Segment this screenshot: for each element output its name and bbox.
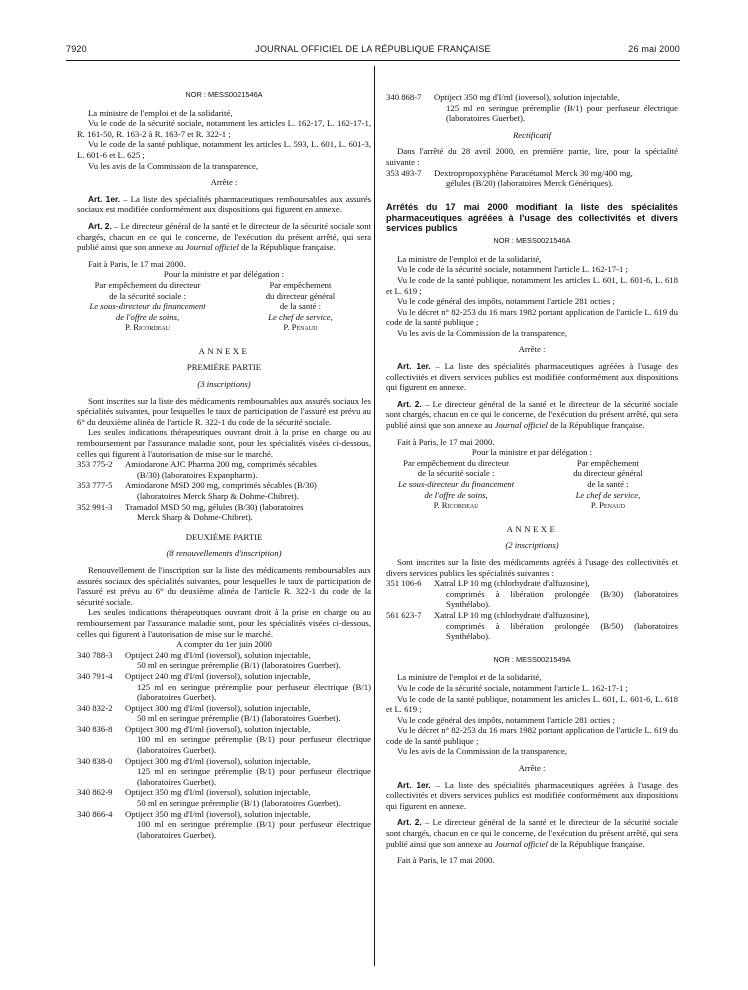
sig-line: de l'offre de soins,	[115, 311, 180, 322]
sig-line: Par empêchement du directeur	[94, 279, 201, 290]
sig-line: Le sous-directeur du financement	[397, 479, 515, 490]
article-label: Art. 1er.	[397, 779, 431, 790]
sig-line: Par empêchement	[576, 457, 639, 468]
article-text: – Le directeur général de la santé et le directeur de la sécurité sociale sont chargés, chacun en ce qui le concerne, de l'exécution du présent arrêté, qui sera publié ainsi que son annexe au	[77, 220, 371, 253]
product-code: 340 832-2	[77, 702, 113, 713]
intro-line: La ministre de l'emploi et de la solidarité,	[88, 107, 233, 118]
article-text: de la République française.	[238, 242, 336, 253]
intro-line: Vu le code de la santé publique, notamment les articles L. 601, L. 601-6, L. 618 et L. 619 ;	[386, 274, 678, 296]
intro-line: Vu le décret n° 82-253 du 16 mars 1982 portant application de l'article L. 619 du code de la santé publique ;	[386, 306, 678, 328]
signature-block	[386, 458, 678, 511]
part-heading: PREMIÈRE PARTIE	[186, 362, 262, 373]
list-item	[77, 650, 371, 671]
part-heading: DEUXIÈME PARTIE	[185, 531, 263, 542]
desc-line: gélules (B/20) (laboratoires Merck Génériques).	[446, 178, 614, 189]
product-code: 352 991-3	[77, 501, 113, 512]
desc-line: comprimés à libération prolongée (B/50) (laboratoires Synthélabo).	[446, 620, 678, 642]
list-item	[77, 671, 371, 703]
product-desc	[123, 809, 371, 841]
article-2	[386, 817, 678, 849]
column-divider	[374, 66, 375, 966]
article-text: – Le directeur général de la santé et le directeur de la sécurité sociale sont chargés, chacun en ce qui le concerne, de l'exécution du présent arrêté, qui sera publié ainsi que son annexe au	[386, 817, 678, 849]
sig-line: de la sécurité sociale :	[109, 290, 186, 301]
product-code: 351 106-6	[386, 578, 422, 589]
product-code: 340 788-3	[77, 649, 113, 660]
desc-line: Optiject 350 mg d'I/ml (ioversol), solution injectable,	[434, 92, 620, 102]
product-desc	[123, 724, 371, 756]
signatory-name: P. Ricordeau	[125, 322, 171, 333]
journal-officiel-ref: Journal officiel	[494, 420, 548, 431]
sig-line: Le sous-directeur du financement	[89, 301, 206, 312]
desc-line: (laboratoires Merck Sharp & Dohme-Chibret).	[137, 491, 299, 501]
article-label: Art. 2.	[88, 220, 112, 231]
desc-line: comprimés à libération prolongée (B/30) (laboratoires Synthélabo).	[446, 588, 678, 610]
nor-reference: NOR : MESS0021546A	[493, 236, 571, 246]
desc-line: Optiject 300 mg d'I/ml (ioversol), solution injectable,	[125, 702, 311, 713]
product-desc	[432, 92, 678, 124]
desc-line: 125 ml en seringue préremplie pour perfuseur électrique (B/1) (laboratoires Guerbet).	[137, 681, 371, 703]
arrete-heading: Arrête :	[210, 177, 238, 188]
indications-note: Les seules indications thérapeutiques ouvrant droit à la prise en charge ou au remboursement par l'assurance maladie sont, pour les spécialités visées ci-dessous, celles qui figurent à l'autorisation de mise sur le marché.	[77, 607, 371, 639]
desc-line: 125 ml en seringue préremplie (B/1) pour perfuseur électrique (laboratoires Guerbet).	[446, 102, 678, 124]
sig-line: Le chef de service,	[268, 311, 333, 322]
desc-line: (B/30) (laboratoires Expanpharm).	[137, 469, 258, 480]
product-desc	[123, 459, 371, 480]
article-text: de la République française.	[547, 420, 645, 431]
product-code: 340 862-9	[77, 787, 113, 798]
list-item	[77, 480, 371, 501]
product-desc	[123, 650, 371, 671]
desc-line: Xatral LP 10 mg (chlorhydrate d'alfuzosine),	[434, 609, 590, 620]
header-rule	[66, 60, 680, 61]
product-code: 340 838-0	[77, 755, 113, 766]
delegation-line: Pour la ministre et par délégation :	[471, 447, 593, 458]
sig-line: Par empêchement	[269, 279, 332, 290]
list-item	[77, 703, 371, 724]
desc-line: Optiject 240 mg d'I/ml (ioversol), solution injectable,	[125, 649, 311, 660]
part-intro: Renouvellement de l'inscription sur la liste des médicaments remboursables aux assurés sociaux des spécialités suivantes, pour lesquelles le taux de participation de l'assuré est prévu au 6° du deuxième alinéa de l'article R. 322-1 du code de la sécurité sociale.	[77, 564, 371, 607]
article-text: – La liste des spécialités pharmaceutiques remboursables aux assurés sociaux est modifiée conformément aux dispositions qui figurent en annexe.	[77, 193, 371, 215]
intro-line: Vu les avis de la Commission de la transparence,	[397, 327, 568, 338]
intro-line: Vu le décret n° 82-253 du 16 mars 1982 portant application de l'article L. 619 du code de la santé publique ;	[386, 725, 678, 746]
desc-line: 100 ml en seringue préremplie (B/1) pour perfuseur électrique (laboratoires Guerbet).	[137, 734, 371, 756]
inscription-count	[77, 379, 371, 390]
renewal-count-text: (8 renouvellements d'inscription)	[166, 548, 282, 559]
product-code: 340 836-8	[77, 723, 113, 734]
renewal-count	[77, 548, 371, 559]
arrete-heading: Arrête :	[518, 344, 546, 355]
nor-reference: NOR : MESS0021546A	[185, 90, 263, 99]
rectificatif-heading	[386, 130, 678, 141]
list-item	[77, 459, 371, 480]
desc-line: Tramadol MSD 50 mg, gélules (B/30) (laboratoires	[125, 501, 304, 512]
desc-line: Amiodarone MSD 200 mg, comprimés sécables (B/30)	[125, 480, 317, 491]
journal-officiel-ref: Journal officiel	[185, 242, 239, 253]
article-label: Art. 2.	[397, 398, 422, 409]
intro-line: Vu les avis de la Commission de la transparence,	[397, 746, 568, 757]
list-item	[77, 787, 371, 808]
product-desc	[432, 610, 678, 642]
list-item	[386, 168, 678, 189]
indications-note: Les seules indications thérapeutiques ouvrant droit à la prise en charge ou au remboursement par l'assurance maladie sont, pour les spécialités visées ci-dessous, celles qui figurent à l'autorisation de mise sur le marché.	[77, 427, 371, 459]
list-item	[77, 502, 371, 523]
signatory-name: P. Ricordeau	[433, 500, 479, 511]
effective-date: A compter du 1er juin 2000	[176, 639, 272, 650]
article-text: – La liste des spécialités pharmaceutiques agréées à l'usage des collectivités et divers services publics est modifiée conformément aux dispositions qui figurent en annexe.	[386, 779, 678, 811]
product-code: 340 866-4	[77, 808, 113, 819]
issue-date: 26 mai 2000	[628, 44, 680, 54]
intro-line: Vu le code de la sécurité sociale, notamment l'article L. 162-17-1 ;	[397, 682, 628, 693]
delegation-line: Pour la ministre et par délégation :	[163, 269, 285, 280]
desc-line: 100 ml en seringue préremplie (B/1) pour perfuseur électrique (laboratoires Guerbet).	[137, 819, 371, 840]
article-1	[386, 780, 678, 812]
desc-line: 50 ml en seringue préremplie (B/1) (laboratoires Guerbet).	[137, 660, 341, 671]
inscription-count	[386, 540, 678, 551]
sig-line: de la santé :	[587, 479, 629, 490]
article-label: Art. 1er.	[397, 361, 431, 372]
list-item	[77, 756, 371, 788]
signature-right	[230, 280, 371, 333]
product-code: 340 868-7	[386, 92, 422, 102]
sig-line: de la sécurité sociale :	[417, 468, 495, 479]
annexe-intro: Sont inscrites sur la liste des médicaments agréés à l'usage des collectivités et divers services publics les spécialités suivantes :	[386, 556, 678, 578]
desc-line: 50 ml en seringue préremplie (B/1) (laboratoires Guerbet).	[137, 713, 341, 724]
desc-line: Optiject 300 mg d'I/ml (ioversol), solution injectable,	[125, 723, 311, 734]
intro-line	[386, 296, 678, 307]
article-label: Art. 2.	[397, 817, 422, 828]
sig-line: de la santé :	[279, 301, 322, 312]
signature-right	[538, 458, 678, 511]
signature-left	[77, 280, 218, 333]
nor-reference: NOR : MESS0021549A	[493, 654, 571, 664]
intro-line: Vu le code de la santé publique, notamment les articles L. 593, L. 601, L. 601-3, L. 601-6 et L. 625 ;	[77, 139, 371, 160]
list-item	[386, 92, 678, 124]
product-code: 340 791-4	[77, 670, 113, 681]
sig-line: du directeur général	[265, 290, 336, 301]
product-desc	[432, 578, 678, 610]
product-code: 353 493-7	[386, 167, 422, 178]
article-2	[386, 399, 678, 431]
signature-date: Fait à Paris, le 17 mai 2000.	[397, 436, 495, 447]
intro-line: La ministre de l'emploi et de la solidarité,	[397, 253, 542, 264]
desc-line: Optiject 350 mg d'I/ml (ioversol), solution injectable,	[125, 787, 311, 798]
desc-line: Amiodarone AJC Pharma 200 mg, comprimés sécables	[125, 459, 317, 470]
arrete-heading: Arrête :	[518, 763, 546, 774]
intro-line: La ministre de l'emploi et de la solidarité,	[397, 672, 542, 683]
page-number: 7920	[66, 44, 87, 54]
intro-line: Vu le code de la santé publique, notamment les articles L. 601, L. 601-6, L. 618 et L. 619 ;	[386, 693, 678, 715]
product-desc	[123, 502, 371, 523]
desc-line: 125 ml en seringue préremplie (B/1) pour perfuseur électrique (laboratoires Guerbet).	[137, 766, 371, 787]
part-intro: Sont inscrites sur la liste des médicaments remboursables aux assurés sociaux les spécialités suivantes, pour lesquelles le taux de participation de l'assuré est prévu au 6° du deuxième alinéa de l'article R. 322-1 du code de la sécurité sociale.	[77, 395, 371, 427]
product-desc	[123, 703, 371, 724]
list-item	[386, 610, 678, 642]
inscription-count-text: (3 inscriptions)	[197, 379, 251, 390]
signature-block	[77, 280, 371, 333]
product-desc	[123, 480, 371, 501]
intro-line: Vu les avis de la Commission de la transparence,	[88, 160, 259, 171]
rectificatif-text: Rectificatif	[512, 129, 552, 140]
product-code: 561 623-7	[386, 609, 422, 620]
desc-line: 50 ml en seringue préremplie (B/1) (laboratoires Guerbet).	[137, 798, 341, 809]
sig-line: de l'offre de soins,	[424, 489, 488, 500]
desc-line: Optiject 240 mg d'I/ml (ioversol), solution injectable,	[125, 670, 311, 681]
product-code: 353 777-5	[77, 480, 113, 491]
product-code: 353 775-2	[77, 459, 113, 470]
journal-officiel-ref: Journal officiel	[494, 838, 548, 849]
product-desc	[432, 168, 678, 189]
desc-line: Optiject 350 mg d'I/ml (ioversol), solution injectable,	[125, 808, 311, 819]
desc-line: Optiject 300 mg d'I/ml (ioversol), solution injectable,	[125, 755, 311, 766]
signatory-name: P. Penaud	[283, 322, 318, 333]
page-header	[66, 44, 680, 58]
signatory-name: P. Penaud	[590, 500, 625, 511]
intro-text: Vu le code général des impôts, notamment l'article 281 octies ;	[397, 296, 615, 307]
rectificatif-body: Dans l'arrêté du 28 avril 2000, en première partie, lire, pour la spécialité suivante :	[386, 146, 678, 167]
product-desc	[123, 756, 371, 788]
list-item	[386, 578, 678, 610]
sig-line: Par empêchement du directeur	[403, 457, 510, 468]
intro-line: Vu le code de la sécurité sociale, notamment l'article L. 162-17-1 ;	[397, 264, 628, 275]
article-label: Art. 1er.	[88, 193, 121, 204]
intro-line: Vu le code de la sécurité sociale, notamment les articles L. 162-17, L. 162-17-1, R. 161-50, R. 163-2 à R. 163-7 et R. 322-1 ;	[77, 118, 371, 139]
product-desc	[123, 671, 371, 703]
list-item	[77, 809, 371, 841]
annexe-heading: ANNEXE	[506, 523, 558, 534]
article-text: de la République française.	[547, 838, 645, 849]
article-2	[77, 221, 371, 253]
article-1	[77, 194, 371, 215]
decree-title: Arrêtés du 17 mai 2000 modifiant la liste des spécialités pharmaceutiques agréées à l'usage des collectivités et divers services publics	[386, 201, 678, 234]
desc-line: Dextropropoxyphène Paracétamol Merck 30 mg/400 mg,	[434, 167, 633, 178]
desc-line: Xatral LP 10 mg (chlorhydrate d'alfuzosine),	[434, 578, 590, 589]
article-text: – Le directeur général de la santé et le directeur de la sécurité sociale sont chargés, chacun en ce qui le concerne, de l'exécution du présent arrêté, qui sera publié ainsi que son annexe au	[386, 398, 678, 431]
signature-date: Fait à Paris, le 17 mai 2000.	[397, 855, 495, 866]
sig-line: du directeur général	[573, 468, 643, 479]
article-text: – La liste des spécialités pharmaceutiques agréées à l'usage des collectivités et divers services publics est modifiée conformément aux dispositions qui figurent en annexe.	[386, 361, 678, 393]
signature-left	[386, 458, 526, 511]
sig-line: Le chef de service,	[575, 489, 641, 500]
inscription-count-text: (2 inscriptions)	[505, 540, 559, 551]
product-desc	[123, 787, 371, 808]
left-column	[77, 90, 371, 840]
desc-line: Merck Sharp & Dohme-Chibret).	[137, 512, 253, 523]
intro-line: Vu le code général des impôts, notamment l'article 281 octies ;	[397, 714, 615, 725]
right-column	[386, 92, 678, 866]
signature-date: Fait à Paris, le 17 mai 2000.	[88, 258, 186, 269]
journal-title: JOURNAL OFFICIEL DE LA RÉPUBLIQUE FRANÇAISE	[255, 44, 491, 54]
list-item	[77, 724, 371, 756]
annexe-heading: ANNEXE	[198, 345, 250, 356]
article-1	[386, 361, 678, 393]
